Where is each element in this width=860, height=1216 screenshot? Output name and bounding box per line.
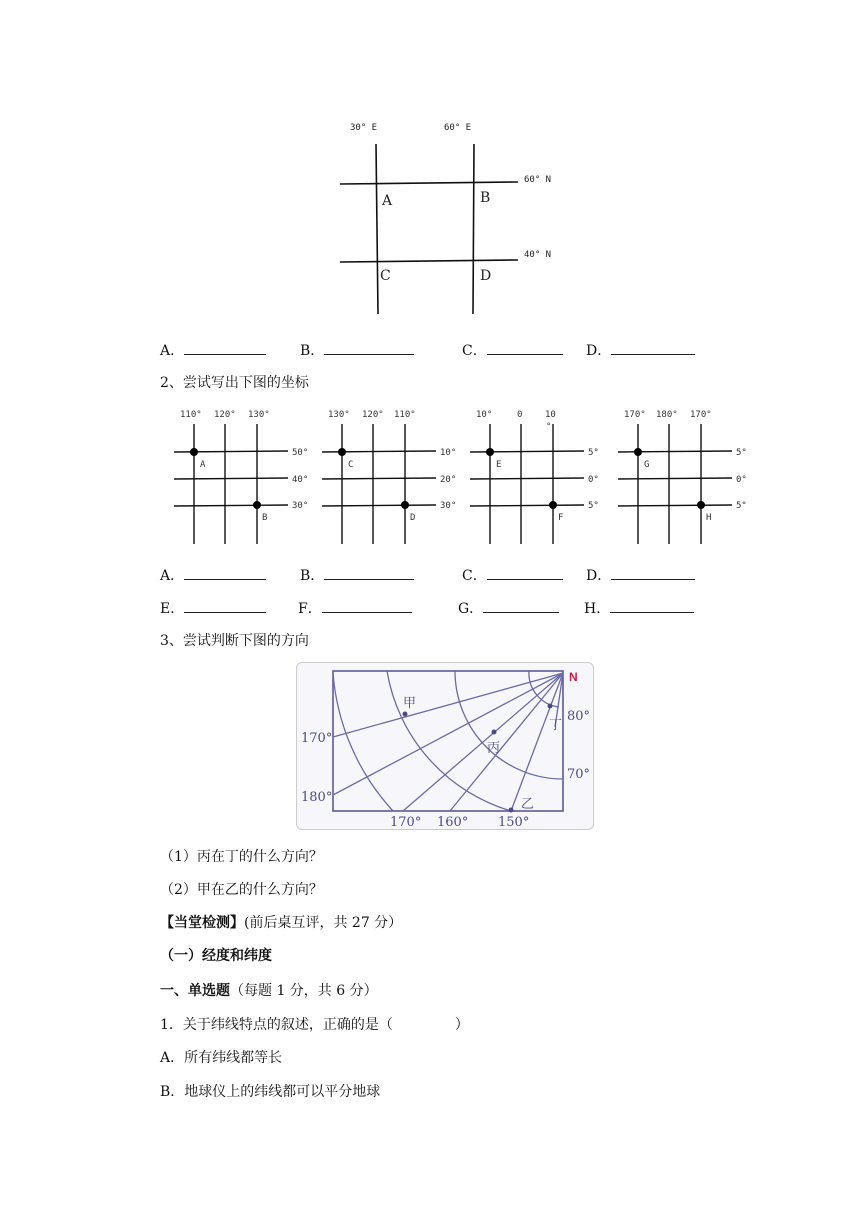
answer-blank[interactable] (487, 565, 563, 580)
point-yi: 乙 (521, 797, 535, 812)
lat-label-40n: 40° N (524, 250, 552, 260)
part-heading-bold: 一、单选题 (160, 983, 230, 999)
grid1-top-3: 130° (248, 410, 270, 420)
grid1-point-b: B (262, 513, 268, 523)
figure2-grids (160, 402, 760, 552)
grid2-right-1: 10° (440, 448, 457, 458)
answer-blank[interactable] (611, 565, 695, 580)
grid4-top-2: 180° (656, 410, 678, 420)
grid-2 (322, 410, 456, 544)
grid1-top-2: 120° (214, 410, 236, 420)
bottom-label-160: 160° (437, 815, 469, 830)
answer-blank[interactable] (184, 598, 266, 613)
section-heading: （一）经度和纬度 (160, 948, 272, 964)
point-b: B (480, 190, 491, 206)
grid-3 (470, 410, 599, 544)
grid3-top-1: 10° (476, 410, 493, 420)
right-label-80: 80° (567, 709, 591, 724)
answer-blank[interactable] (611, 340, 695, 355)
answer-b-row2: B． (300, 565, 414, 585)
bottom-label-150: 150° (498, 815, 530, 830)
answer-blank[interactable] (324, 565, 414, 580)
grid-4 (618, 410, 747, 544)
answer-g: G． (458, 598, 559, 618)
answer-d-row1: D． (586, 340, 695, 360)
left-label-170: 170° (301, 731, 333, 746)
figure3-polar-map (296, 662, 594, 830)
answer-blank[interactable] (610, 598, 694, 613)
grid2-top-2: 120° (362, 410, 384, 420)
grid3-right-2: 0° (588, 475, 599, 485)
left-label-180: 180° (301, 790, 333, 805)
grid3-right-3: 5° (588, 501, 599, 511)
answer-a-row1: A． (160, 340, 266, 360)
answer-d-row2: D． (586, 565, 695, 585)
answer-blank[interactable] (483, 598, 559, 613)
answer-blank[interactable] (324, 340, 414, 355)
part-heading-rest: （每题 1 分，共 6 分） (230, 983, 378, 999)
question-3-title: 3、尝试判断下图的方向 (160, 633, 309, 649)
grid2-point-c: C (348, 460, 354, 470)
grid1-top-1: 110° (180, 410, 202, 420)
lon-label-30e: 30° E (350, 123, 378, 133)
grid1-point-a: A (200, 460, 206, 470)
question-1-stem: 1．关于纬线特点的叙述，正确的是（ ） (160, 1017, 469, 1033)
grid3-point-e: E (496, 460, 502, 470)
grid4-point-g: G (644, 460, 650, 470)
answer-a-row2: A． (160, 565, 266, 585)
bottom-label-170: 170° (390, 815, 422, 830)
check-heading (160, 912, 402, 932)
grid2-right-3: 30° (440, 501, 457, 511)
sub-question-1: （1）丙在丁的什么方向？ (160, 849, 323, 865)
grid3-extra-mark: ° (546, 422, 552, 432)
grid2-point-d: D (410, 513, 416, 523)
grid1-right-3: 30° (292, 501, 309, 511)
grid3-point-f: F (558, 513, 564, 523)
point-c: C (380, 268, 391, 284)
north-label: N (569, 670, 578, 684)
grid2-right-2: 20° (440, 475, 457, 485)
grid4-top-3: 170° (690, 410, 712, 420)
part-heading (160, 980, 378, 1000)
grid1-right-1: 50° (292, 448, 309, 458)
option-b: B．地球仪上的纬线都可以平分地球 (160, 1084, 381, 1100)
point-ding: 丁 (549, 718, 563, 733)
lon-label-60e: 60° E (444, 123, 472, 133)
answer-blank[interactable] (184, 340, 266, 355)
question-2-title: 2、尝试写出下图的坐标 (160, 375, 309, 391)
point-bing: 丙 (487, 741, 501, 756)
grid2-top-3: 110° (394, 410, 416, 420)
grid4-right-3: 5° (736, 501, 747, 511)
point-a: A (382, 193, 393, 209)
grid3-top-3: 10 (545, 410, 556, 420)
option-a: A．所有纬线都等长 (160, 1050, 283, 1066)
answer-e: E． (160, 598, 266, 618)
grid2-top-1: 130° (328, 410, 350, 420)
point-jia: 甲 (403, 696, 417, 711)
grid4-right-1: 5° (736, 448, 747, 458)
answer-h: H． (584, 598, 694, 618)
grid3-top-2: 0 (517, 410, 523, 420)
figure1-grid (330, 112, 570, 322)
answer-blank[interactable] (487, 340, 563, 355)
answer-blank[interactable] (322, 598, 412, 613)
check-heading-bold: 【当堂检测】 (160, 915, 244, 931)
grid4-point-h: H (706, 513, 712, 523)
answer-blank[interactable] (184, 565, 266, 580)
grid3-right-1: 5° (588, 448, 599, 458)
right-label-70: 70° (567, 767, 591, 782)
check-heading-rest: (前后桌互评，共 27 分） (244, 915, 403, 931)
grid-1 (174, 410, 308, 544)
sub-question-2: （2）甲在乙的什么方向？ (160, 882, 323, 898)
grid1-right-2: 40° (292, 475, 309, 485)
point-d: D (480, 268, 492, 284)
answer-b-row1: B． (300, 340, 414, 360)
answer-c-row1: C． (462, 340, 563, 360)
answer-c-row2: C． (462, 565, 563, 585)
grid4-top-1: 170° (624, 410, 646, 420)
answer-f: F． (298, 598, 412, 618)
lat-label-60n: 60° N (524, 175, 552, 185)
grid4-right-2: 0° (736, 475, 747, 485)
